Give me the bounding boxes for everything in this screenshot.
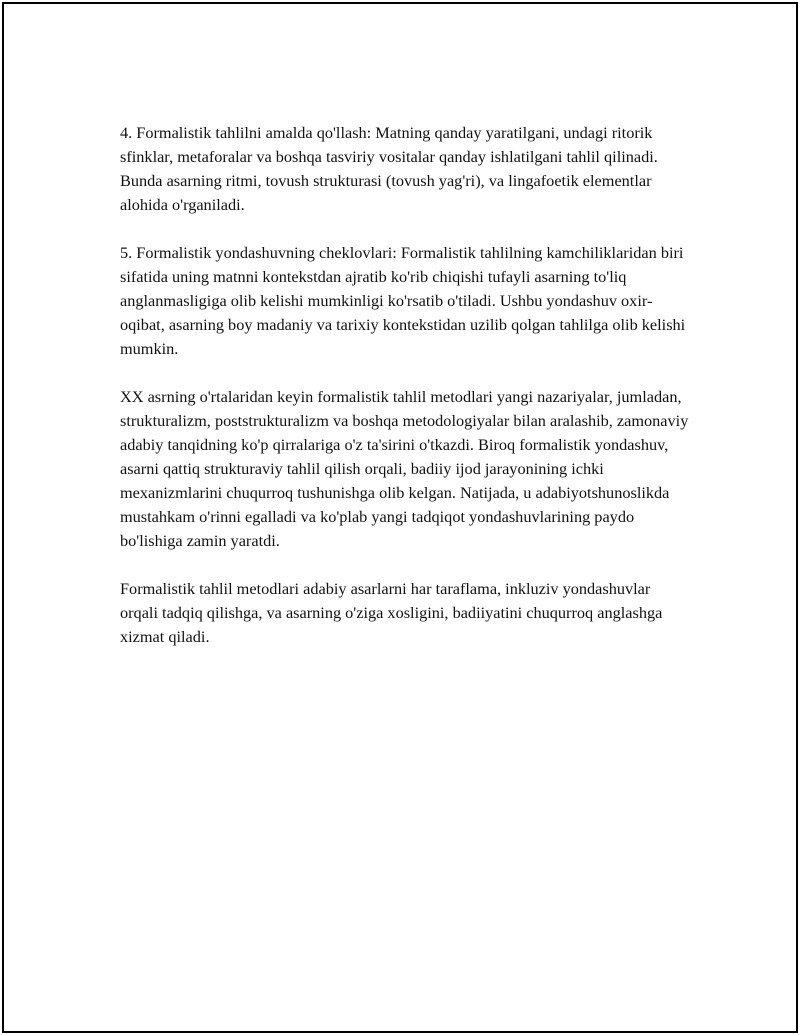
paragraph-conclusion: Formalistik tahlil metodlari adabiy asarlarni har taraflama, inkluziv yondashuvlar orqali tadqiq qilishga, va asarning o'ziga xosligini, badiiyatini chuqurroq anglashga xizmat qiladi. [120,579,663,646]
paragraph-formalist-limitations: 5. Formalistik yondashuvning cheklovlari: Formalistik tahlilning kamchiliklaridan biri sifatida uning matnni kontekstdan ajratib ko'rib chiqishi tufayli asarning to'liq anglanmasligiga olib kelishi mumkinligi ko'rsatib o'tiladi. Ushbu yondashuv oxir-oqibat, asarning boy madaniy va tarixiy kontekstidan uzilib qolgan tahlilga olib kelishi mumkin. [120,243,686,358]
document-page [2,2,798,1033]
paragraph-formalist-practice: 4. Formalistik tahlilni amalda qo'llash: Matning qanday yaratilgani, undagi ritorik sfinklar, metaforalar va boshqa tasviriy vositalar qanday ishlatilgani tahlil qilinadi. Bunda asarning ritmi, tovush strukturasi (tovush yag'ri), va lingafoetik elementlar alohida o'rganiladi. [120,123,658,214]
paragraph-twentieth-century: XX asrning o'rtalaridan keyin formalistik tahlil metodlari yangi nazariyalar, jumladan, strukturalizm, poststrukturalizm va boshqa metodologiyalar bilan aralashib, zamonaviy adabiy tanqidning ko'p qirralariga o'z ta'sirini o'tkazdi. Biroq formalistik yondashuv, asarni qattiq strukturaviy tahlil qilish orqali, badiiy ijod jarayonining ichki mexanizmlarini chuqurroq tushunishga olib kelgan. Natijada, u adabiyotshunoslikda mustahkam o'rinni egalladi va ko'plab yangi tadqiqot yondashuvlarining paydo bo'lishiga zamin yaratdi. [120,387,689,550]
document-body [120,121,690,673]
